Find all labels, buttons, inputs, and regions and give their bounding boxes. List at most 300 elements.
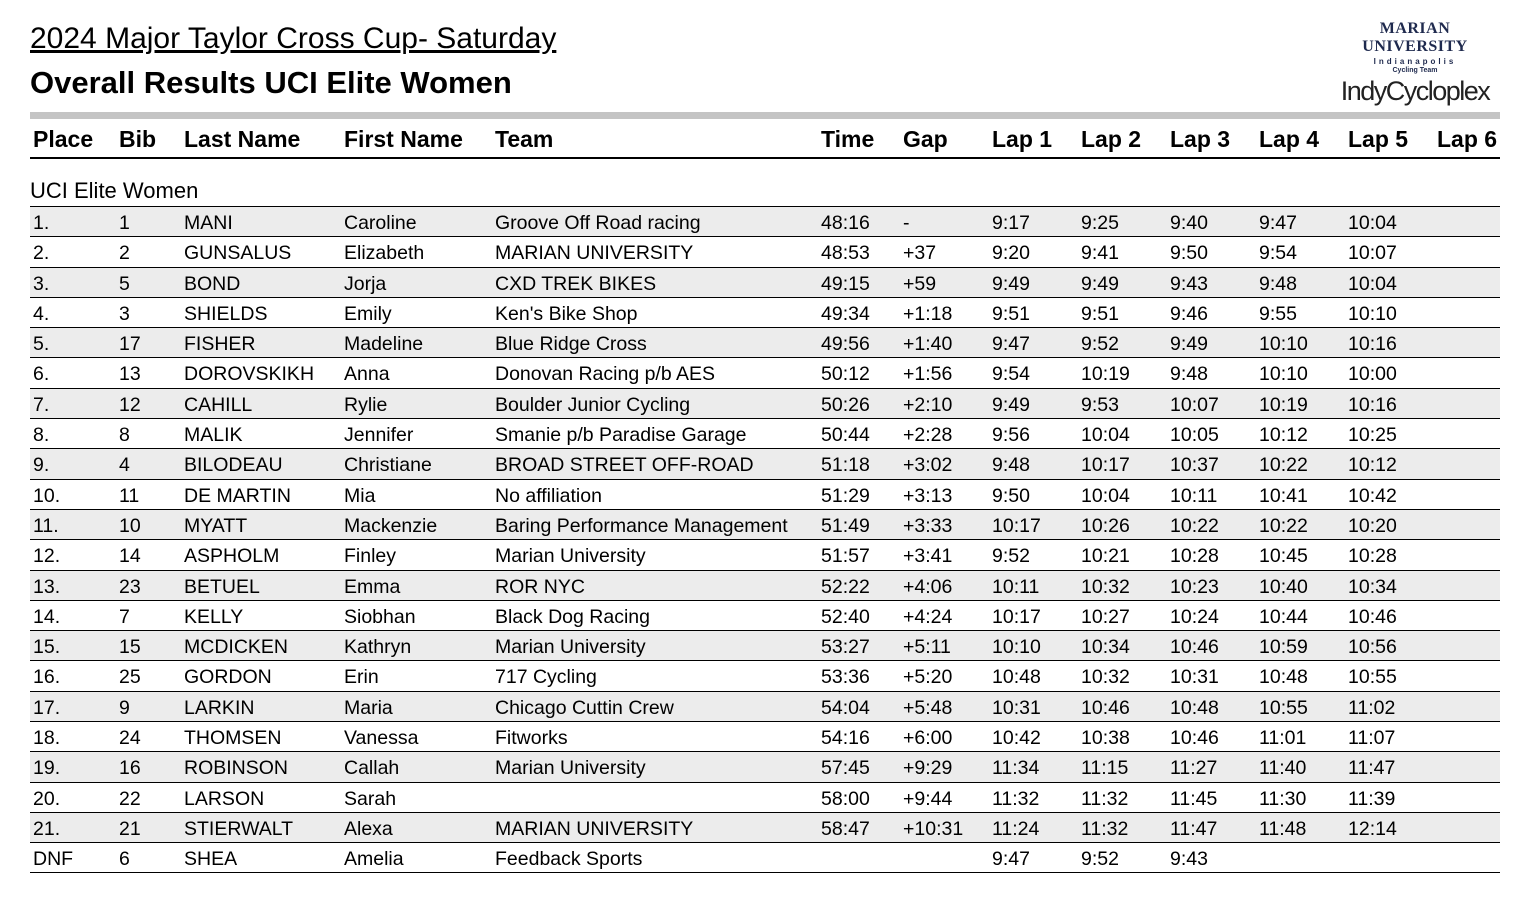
cell-team: Donovan Racing p/b AES	[495, 363, 716, 386]
cell-lap-2: 9:53	[1081, 393, 1119, 416]
cell-last-name: LARSON	[184, 787, 265, 810]
cell-first-name: Finley	[344, 545, 397, 568]
cell-last-name: SHEA	[184, 848, 238, 871]
cell-team: Marian University	[495, 757, 646, 780]
cell-lap-1: 10:31	[992, 696, 1041, 719]
cell-lap-5: 10:07	[1348, 242, 1397, 265]
header-divider	[30, 157, 1500, 159]
cell-lap-5: 11:39	[1348, 787, 1396, 810]
cell-lap-2: 11:32	[1081, 787, 1129, 810]
cell-time: 49:56	[821, 333, 870, 356]
cell-bib: 3	[119, 302, 130, 325]
cell-lap-4: 10:40	[1259, 575, 1308, 598]
cell-lap-4: 10:55	[1259, 696, 1308, 719]
cell-team: 717 Cycling	[495, 666, 597, 689]
cell-lap-3: 11:45	[1170, 787, 1218, 810]
cell-gap: +3:02	[903, 454, 953, 477]
cell-last-name: KELLY	[184, 605, 244, 628]
cell-first-name: Caroline	[344, 212, 417, 234]
cell-place: 3.	[33, 272, 50, 295]
cell-bib: 14	[119, 545, 141, 568]
cell-lap-5: 10:34	[1348, 575, 1397, 598]
table-row	[30, 660, 1500, 690]
results-table-body	[30, 206, 1500, 873]
cell-lap-3: 10:46	[1170, 636, 1219, 659]
table-row	[30, 691, 1500, 721]
cell-lap-3: 10:28	[1170, 545, 1219, 568]
cell-first-name: Emily	[344, 302, 392, 325]
cell-time: 58:00	[821, 787, 870, 810]
cell-gap: +6:00	[903, 727, 953, 750]
cell-lap-5: 10:16	[1348, 333, 1397, 356]
cell-first-name: Vanessa	[344, 727, 419, 750]
cell-lap-3: 11:47	[1170, 817, 1218, 840]
cell-lap-4: 10:12	[1259, 424, 1308, 447]
table-row	[30, 297, 1500, 327]
cell-time: 50:12	[821, 363, 870, 386]
cell-bib: 13	[119, 363, 141, 386]
cell-first-name: Madeline	[344, 333, 424, 356]
cell-bib: 5	[119, 272, 130, 295]
cell-bib: 7	[119, 605, 130, 628]
cell-lap-1: 11:34	[992, 757, 1040, 780]
cell-first-name: Amelia	[344, 848, 404, 871]
cell-time: 48:53	[821, 242, 870, 265]
cell-lap-3: 9:43	[1170, 848, 1208, 871]
cell-team: Feedback Sports	[495, 848, 643, 871]
cell-place: 1.	[33, 212, 50, 234]
cell-team: Marian University	[495, 545, 646, 568]
cell-team: Marian University	[495, 636, 646, 659]
table-row	[30, 630, 1500, 660]
page-subtitle: Overall Results UCI Elite Women	[30, 65, 512, 100]
cell-place: 12.	[33, 545, 61, 568]
cell-lap-4: 10:45	[1259, 545, 1308, 568]
cell-lap-4: 9:55	[1259, 302, 1297, 325]
cell-lap-2: 10:27	[1081, 605, 1130, 628]
cell-first-name: Jorja	[344, 272, 387, 295]
cell-lap-2: 10:26	[1081, 514, 1130, 537]
cell-time: 49:34	[821, 302, 870, 325]
cell-last-name: FISHER	[184, 333, 256, 356]
cell-bib: 23	[119, 575, 141, 598]
cell-lap-4: 10:41	[1259, 484, 1308, 507]
cell-lap-2: 10:04	[1081, 484, 1130, 507]
cell-team: Black Dog Racing	[495, 605, 650, 628]
cell-time: 51:18	[821, 454, 870, 477]
category-label: UCI Elite Women	[30, 178, 199, 203]
table-row	[30, 600, 1500, 630]
cell-lap-3: 10:46	[1170, 727, 1219, 750]
cell-lap-3: 10:31	[1170, 666, 1219, 689]
cell-lap-5: 10:42	[1348, 484, 1397, 507]
cell-lap-3: 10:11	[1170, 484, 1218, 507]
cell-gap: +5:11	[903, 636, 951, 659]
cell-lap-5: 10:12	[1348, 454, 1397, 477]
cell-lap-5: 10:16	[1348, 393, 1397, 416]
cell-bib: 4	[119, 454, 130, 477]
cell-place: 5.	[33, 333, 50, 356]
cell-lap-2: 9:49	[1081, 272, 1119, 295]
cell-bib: 16	[119, 757, 141, 780]
cell-lap-3: 9:46	[1170, 302, 1208, 325]
cell-team: Groove Off Road racing	[495, 212, 701, 234]
cell-lap-4: 10:19	[1259, 393, 1308, 416]
cell-bib: 17	[119, 333, 141, 356]
cell-lap-5: 10:10	[1348, 302, 1397, 325]
cell-team: Baring Performance Management	[495, 514, 788, 537]
cell-bib: 2	[119, 242, 130, 265]
table-row	[30, 479, 1500, 509]
cell-lap-3: 10:05	[1170, 424, 1219, 447]
cell-lap-1: 9:17	[992, 212, 1030, 234]
cell-bib: 9	[119, 696, 130, 719]
cell-lap-3: 10:23	[1170, 575, 1219, 598]
table-row	[30, 509, 1500, 539]
cell-bib: 1	[119, 212, 130, 234]
col-header-place: Place	[33, 126, 94, 152]
cell-lap-1: 9:54	[992, 363, 1030, 386]
table-row	[30, 418, 1500, 448]
cell-first-name: Callah	[344, 757, 400, 780]
cell-first-name: Elizabeth	[344, 242, 425, 265]
cell-lap-1: 9:52	[992, 545, 1030, 568]
cell-lap-1: 10:42	[992, 727, 1041, 750]
cell-lap-4: 10:22	[1259, 514, 1308, 537]
cell-bib: 25	[119, 666, 141, 689]
cell-lap-1: 9:47	[992, 333, 1030, 356]
cell-gap: +5:20	[903, 666, 953, 689]
cell-lap-3: 10:07	[1170, 393, 1219, 416]
cell-team: Blue Ridge Cross	[495, 333, 647, 356]
cell-place: 2.	[33, 242, 50, 265]
cell-bib: 22	[119, 787, 141, 810]
cell-bib: 12	[119, 393, 141, 416]
cell-lap-2: 10:17	[1081, 454, 1130, 477]
cell-first-name: Mackenzie	[344, 514, 438, 537]
cell-lap-1: 10:17	[992, 514, 1041, 537]
cell-lap-5: 11:07	[1348, 727, 1396, 750]
cell-team: CXD TREK BIKES	[495, 272, 657, 295]
cell-first-name: Maria	[344, 696, 393, 719]
cell-lap-3: 10:22	[1170, 514, 1219, 537]
cell-lap-5: 10:04	[1348, 272, 1397, 295]
cell-lap-2: 9:51	[1081, 302, 1119, 325]
cell-last-name: THOMSEN	[184, 727, 282, 750]
table-row	[30, 388, 1500, 418]
cell-lap-3: 9:43	[1170, 272, 1208, 295]
cell-gap: +3:33	[903, 514, 953, 537]
cell-last-name: CAHILL	[184, 393, 253, 416]
cell-lap-2: 10:46	[1081, 696, 1130, 719]
table-row	[30, 721, 1500, 751]
col-header-bib: Bib	[119, 126, 157, 152]
cell-lap-1: 9:56	[992, 424, 1030, 447]
cell-team: Fitworks	[495, 727, 568, 750]
cell-place: 11.	[33, 514, 59, 537]
cell-gap: +4:06	[903, 575, 953, 598]
col-header-first-name: First Name	[344, 126, 463, 152]
cell-lap-2: 10:34	[1081, 636, 1130, 659]
cell-gap: +5:48	[903, 696, 953, 719]
cell-lap-5: 10:04	[1348, 212, 1397, 234]
cell-lap-1: 10:10	[992, 636, 1041, 659]
table-row	[30, 812, 1500, 842]
cell-last-name: MANI	[184, 212, 233, 234]
cell-lap-4: 9:54	[1259, 242, 1297, 265]
cell-time: 53:36	[821, 666, 870, 689]
cell-lap-5: 10:20	[1348, 514, 1397, 537]
cell-bib: 15	[119, 636, 141, 659]
cell-last-name: SHIELDS	[184, 302, 268, 325]
cell-place: 14.	[33, 605, 61, 628]
cell-time: 51:49	[821, 514, 870, 537]
cell-first-name: Kathryn	[344, 636, 412, 659]
table-row	[30, 782, 1500, 812]
cell-bib: 21	[119, 817, 141, 840]
cell-gap: +9:44	[903, 787, 953, 810]
cell-place: 6.	[33, 363, 50, 386]
cell-first-name: Anna	[344, 363, 390, 386]
table-row	[30, 539, 1500, 569]
col-header-lap-3: Lap 3	[1170, 126, 1231, 152]
cell-place: 10.	[33, 484, 61, 507]
logo-team: Cycling Team	[1392, 67, 1438, 74]
cell-gap: +2:28	[903, 424, 953, 447]
cell-gap: +4:24	[903, 605, 953, 628]
cell-first-name: Siobhan	[344, 605, 416, 628]
cell-time: 57:45	[821, 757, 870, 780]
cell-team: MARIAN UNIVERSITY	[495, 817, 694, 840]
cell-first-name: Rylie	[344, 393, 388, 416]
cell-lap-2: 9:52	[1081, 848, 1119, 871]
cell-first-name: Christiane	[344, 454, 432, 477]
cell-place: 4.	[33, 302, 50, 325]
cell-last-name: MCDICKEN	[184, 636, 289, 659]
cell-lap-5: 10:00	[1348, 363, 1397, 386]
table-row	[30, 267, 1500, 297]
cell-lap-4: 10:10	[1259, 333, 1308, 356]
table-row	[30, 570, 1500, 600]
cell-time: 53:27	[821, 636, 870, 659]
cell-lap-1: 9:48	[992, 454, 1030, 477]
cell-lap-4: 11:01	[1259, 727, 1307, 750]
header-gray-rule	[30, 112, 1500, 119]
cell-last-name: BETUEL	[184, 575, 260, 598]
col-header-time: Time	[821, 126, 875, 152]
cell-lap-3: 10:24	[1170, 605, 1219, 628]
cell-last-name: BOND	[184, 272, 241, 295]
cell-gap: +2:10	[903, 393, 953, 416]
cell-lap-3: 9:48	[1170, 363, 1208, 386]
cell-time: 58:47	[821, 817, 870, 840]
cell-lap-1: 9:50	[992, 484, 1030, 507]
col-header-lap-2: Lap 2	[1081, 126, 1142, 152]
cell-lap-5: 12:14	[1348, 817, 1397, 840]
cell-team: Chicago Cuttin Crew	[495, 696, 674, 719]
cell-lap-3: 9:49	[1170, 333, 1208, 356]
cell-first-name: Mia	[344, 484, 376, 507]
cell-first-name: Sarah	[344, 787, 397, 810]
cell-bib: 8	[119, 424, 130, 447]
cell-last-name: MYATT	[184, 514, 248, 537]
cell-last-name: ASPHOLM	[184, 545, 280, 568]
cell-last-name: ROBINSON	[184, 757, 289, 780]
cell-last-name: DE MARTIN	[184, 484, 291, 507]
col-header-lap-1: Lap 1	[992, 126, 1053, 152]
logo-venue: IndyCycloplex	[1340, 76, 1490, 106]
marian-cycloplex-logo	[1330, 20, 1500, 106]
cell-last-name: STIERWALT	[184, 817, 294, 840]
cell-lap-2: 10:38	[1081, 727, 1130, 750]
cell-team: No affiliation	[495, 484, 602, 507]
cell-lap-4: 11:48	[1259, 817, 1307, 840]
cell-lap-2: 9:52	[1081, 333, 1119, 356]
cell-place: 18.	[33, 727, 61, 750]
cell-lap-4: 9:47	[1259, 212, 1297, 234]
cell-lap-1: 9:47	[992, 848, 1030, 871]
cell-last-name: GORDON	[184, 666, 272, 689]
cell-lap-1: 11:24	[992, 817, 1040, 840]
cell-place: 8.	[33, 424, 50, 447]
col-header-lap-6: Lap 6	[1437, 126, 1498, 152]
cell-lap-5: 10:28	[1348, 545, 1397, 568]
logo-city: Indianapolis	[1373, 57, 1457, 66]
cell-lap-1: 10:48	[992, 666, 1041, 689]
cell-gap: +10:31	[903, 817, 964, 840]
cell-gap: +9:29	[903, 757, 953, 780]
cell-place: DNF	[33, 848, 74, 871]
cell-lap-4: 9:48	[1259, 272, 1297, 295]
cell-team: MARIAN UNIVERSITY	[495, 242, 694, 265]
cell-last-name: DOROVSKIKH	[184, 363, 315, 386]
cell-time: 54:16	[821, 727, 870, 750]
cell-time: 51:29	[821, 484, 870, 507]
cell-first-name: Jennifer	[344, 424, 414, 447]
cell-lap-5: 10:46	[1348, 605, 1397, 628]
cell-time: 50:26	[821, 393, 870, 416]
table-row	[30, 842, 1500, 872]
cell-lap-2: 9:41	[1081, 242, 1119, 265]
cell-lap-1: 10:17	[992, 605, 1041, 628]
cell-lap-5: 10:56	[1348, 636, 1397, 659]
cell-lap-5: 11:47	[1348, 757, 1396, 780]
table-row	[30, 236, 1500, 266]
cell-time: 49:15	[821, 272, 870, 295]
cell-lap-1: 9:49	[992, 393, 1030, 416]
cell-lap-2: 11:32	[1081, 817, 1129, 840]
table-row	[30, 357, 1500, 387]
cell-gap: -	[903, 212, 910, 234]
cell-place: 19.	[33, 757, 61, 780]
cell-lap-4: 11:40	[1259, 757, 1307, 780]
cell-lap-3: 10:37	[1170, 454, 1219, 477]
cell-lap-3: 11:27	[1170, 757, 1218, 780]
cell-team: Smanie p/b Paradise Garage	[495, 424, 747, 447]
cell-lap-3: 10:48	[1170, 696, 1219, 719]
cell-gap: +37	[903, 242, 937, 265]
table-row	[30, 751, 1500, 781]
cell-lap-2: 11:15	[1081, 757, 1129, 780]
cell-place: 17.	[33, 696, 61, 719]
cell-time: 51:57	[821, 545, 870, 568]
cell-last-name: LARKIN	[184, 696, 255, 719]
cell-team: Ken's Bike Shop	[495, 302, 638, 325]
cell-lap-1: 9:49	[992, 272, 1030, 295]
cell-lap-5: 10:25	[1348, 424, 1397, 447]
cell-last-name: MALIK	[184, 424, 243, 447]
cell-lap-4: 10:44	[1259, 605, 1308, 628]
cell-place: 15.	[33, 636, 61, 659]
cell-lap-2: 10:32	[1081, 575, 1130, 598]
cell-team: BROAD STREET OFF-ROAD	[495, 454, 754, 477]
cell-lap-4: 10:22	[1259, 454, 1308, 477]
cell-time: 50:44	[821, 424, 870, 447]
col-header-gap: Gap	[903, 126, 948, 152]
cell-lap-5: 11:02	[1348, 696, 1396, 719]
cell-lap-4: 10:10	[1259, 363, 1308, 386]
col-header-team: Team	[495, 126, 554, 152]
cell-lap-4: 10:59	[1259, 636, 1308, 659]
logo-university: MARIAN UNIVERSITY	[1362, 20, 1468, 55]
cell-gap: +1:40	[903, 333, 953, 356]
cell-lap-1: 11:32	[992, 787, 1040, 810]
cell-gap: +1:56	[903, 363, 953, 386]
table-header	[0, 122, 1528, 158]
cell-lap-4: 11:30	[1259, 787, 1307, 810]
cell-gap: +3:41	[903, 545, 953, 568]
cell-bib: 6	[119, 848, 130, 871]
cell-lap-5: 10:55	[1348, 666, 1397, 689]
table-row	[30, 327, 1500, 357]
cell-lap-2: 9:25	[1081, 212, 1119, 234]
cell-lap-2: 10:19	[1081, 363, 1130, 386]
cell-bib: 11	[119, 484, 140, 507]
cell-time: 52:40	[821, 605, 870, 628]
cell-lap-4: 10:48	[1259, 666, 1308, 689]
cell-lap-2: 10:21	[1081, 545, 1130, 568]
cell-gap: +1:18	[903, 302, 953, 325]
cell-first-name: Erin	[344, 666, 379, 689]
cell-lap-1: 9:51	[992, 302, 1030, 325]
cell-time: 54:04	[821, 696, 870, 719]
cell-place: 9.	[33, 454, 50, 477]
cell-lap-3: 9:40	[1170, 212, 1208, 234]
cell-lap-2: 10:04	[1081, 424, 1130, 447]
cell-gap: +3:13	[903, 484, 953, 507]
cell-gap: +59	[903, 272, 937, 295]
cell-place: 21.	[33, 817, 61, 840]
cell-time: 48:16	[821, 212, 870, 234]
page-title: 2024 Major Taylor Cross Cup- Saturday	[30, 22, 557, 55]
col-header-lap-4: Lap 4	[1259, 126, 1320, 152]
cell-place: 13.	[33, 575, 61, 598]
cell-place: 16.	[33, 666, 61, 689]
cell-lap-1: 10:11	[992, 575, 1040, 598]
cell-first-name: Emma	[344, 575, 401, 598]
col-header-last-name: Last Name	[184, 126, 301, 152]
table-row	[30, 448, 1500, 478]
cell-lap-3: 9:50	[1170, 242, 1208, 265]
cell-place: 7.	[33, 393, 50, 416]
cell-bib: 10	[119, 514, 141, 537]
cell-last-name: BILODEAU	[184, 454, 283, 477]
cell-lap-2: 10:32	[1081, 666, 1130, 689]
cell-team: Boulder Junior Cycling	[495, 393, 691, 416]
cell-first-name: Alexa	[344, 817, 393, 840]
table-row	[30, 206, 1500, 236]
cell-lap-1: 9:20	[992, 242, 1030, 265]
